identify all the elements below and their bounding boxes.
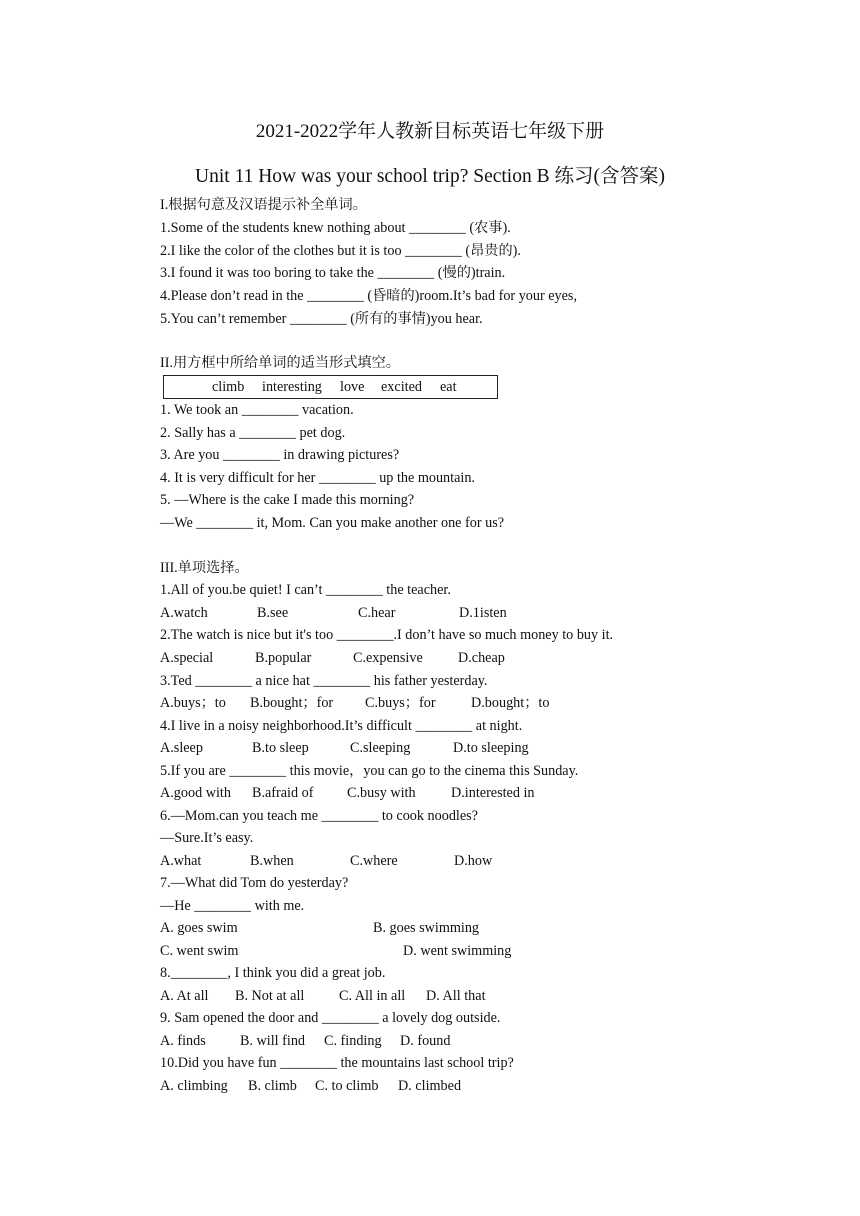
option-c: C.busy with [347, 785, 416, 801]
option-d: D.how [454, 853, 493, 869]
question-4: 4.I live in a noisy neighborhood.It’s difficult ________ at night. [160, 718, 523, 734]
page-subtitle: Unit 11 How was your school trip? Section B 练习(含答案) [195, 166, 665, 187]
section1-item-3: 3.I found it was too boring to take the ________ (慢的)train. [160, 265, 506, 281]
option-c: C. All in all [339, 988, 406, 1004]
option-d: D.bought；to [471, 695, 550, 711]
option-c: C. went swim [160, 943, 239, 959]
question-6: 6.—Mom.can you teach me ________ to cook noodles? [160, 808, 478, 824]
option-b: B. climb [248, 1078, 297, 1094]
section2-item-5: 5. —Where is the cake I made this morning? [160, 492, 415, 508]
option-b: B.afraid of [252, 785, 314, 801]
option-c: C. to climb [315, 1078, 379, 1094]
option-c: C.sleeping [350, 740, 411, 756]
section2-item-3: 3. Are you ________ in drawing pictures? [160, 447, 400, 463]
question-8: 8.________, I think you did a great job. [160, 965, 386, 981]
word-bank-word: climb [212, 379, 245, 395]
page-title: 2021-2022学年人教新目标英语七年级下册 [255, 121, 605, 142]
option-a: A. goes swim [160, 920, 238, 936]
option-c: C.buys；for [365, 695, 436, 711]
word-bank-word: eat [440, 379, 457, 395]
question-1: 1.All of you.be quiet! I can’t ________ the teacher. [160, 582, 451, 598]
word-bank-word: interesting [262, 379, 322, 395]
option-a: A.buys；to [160, 695, 226, 711]
option-a: A.watch [160, 605, 208, 621]
option-a: A.good with [160, 785, 231, 801]
question-7-reply: —He ________ with me. [160, 898, 305, 914]
option-d: D. climbed [398, 1078, 462, 1094]
question-10: 10.Did you have fun ________ the mountains last school trip? [160, 1055, 514, 1071]
section2-item-5-reply: —We ________ it, Mom. Can you make another one for us? [160, 515, 505, 531]
question-5: 5.If you are ________ this movie，you can go to the cinema this Sunday. [160, 763, 579, 779]
option-d: D.to sleeping [453, 740, 529, 756]
section1-item-2: 2.I like the color of the clothes but it is too ________ (昂贵的). [160, 243, 521, 259]
option-c: C.where [350, 853, 398, 869]
option-c: C.expensive [353, 650, 423, 666]
option-a: A. At all [160, 988, 209, 1004]
word-bank-word: excited [381, 379, 422, 395]
question-9: 9. Sam opened the door and ________ a lovely dog outside. [160, 1010, 501, 1026]
section1-item-1: 1.Some of the students knew nothing about ________ (农事). [160, 220, 511, 236]
question-6-reply: —Sure.It’s easy. [160, 830, 254, 846]
option-a: A.what [160, 853, 202, 869]
option-c: C.hear [358, 605, 396, 621]
option-d: D. found [400, 1033, 451, 1049]
option-b: B.bought；for [250, 695, 334, 711]
word-bank-word: love [340, 379, 365, 395]
option-c: C. finding [324, 1033, 382, 1049]
question-7: 7.—What did Tom do yesterday? [160, 875, 349, 891]
option-a: A. climbing [160, 1078, 228, 1094]
option-d: D.1isten [459, 605, 507, 621]
question-2: 2.The watch is nice but it's too ________.I don’t have so much money to buy it. [160, 627, 614, 643]
section1-heading: I.根据句意及汉语提示补全单词。 [160, 197, 367, 213]
option-b: B.to sleep [252, 740, 309, 756]
option-b: B. goes swimming [373, 920, 480, 936]
section1-item-5: 5.You can’t remember ________ (所有的事情)you hear. [160, 311, 483, 327]
option-b: B.popular [255, 650, 312, 666]
section3-heading: III.单项选择。 [160, 560, 249, 576]
option-a: A.sleep [160, 740, 203, 756]
option-b: B.when [250, 853, 294, 869]
section1-item-4: 4.Please don’t read in the ________ (昏暗的)room.It’s bad for your eyes, [160, 288, 577, 304]
option-d: D.cheap [458, 650, 505, 666]
section2-item-1: 1. We took an ________ vacation. [160, 402, 354, 418]
option-d: D. All that [426, 988, 486, 1004]
option-b: B.see [257, 605, 289, 621]
section2-item-2: 2. Sally has a ________ pet dog. [160, 425, 346, 441]
option-b: B. Not at all [235, 988, 305, 1004]
section2-heading: II.用方框中所给单词的适当形式填空。 [160, 355, 400, 371]
word-bank-box [163, 375, 498, 399]
option-d: D.interested in [451, 785, 535, 801]
option-d: D. went swimming [403, 943, 512, 959]
question-3: 3.Ted ________ a nice hat ________ his father yesterday. [160, 673, 488, 689]
option-a: A.special [160, 650, 214, 666]
option-b: B. will find [240, 1033, 306, 1049]
option-a: A. finds [160, 1033, 206, 1049]
section2-item-4: 4. It is very difficult for her ________ up the mountain. [160, 470, 475, 486]
